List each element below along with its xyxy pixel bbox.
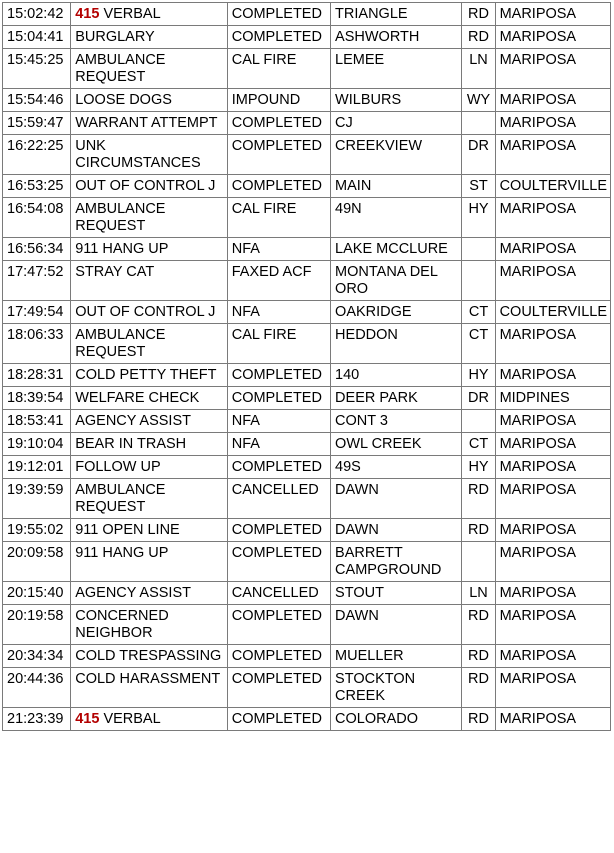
cell-street-suffix: CT: [462, 324, 495, 364]
cell-time: 20:34:34: [3, 645, 71, 668]
cell-street: CJ: [331, 112, 462, 135]
cell-street-suffix: RD: [462, 708, 495, 731]
cell-call-type: [71, 324, 228, 364]
cell-disposition: FAXED ACF: [227, 261, 330, 301]
table-row: [3, 3, 611, 26]
table-row: [3, 410, 611, 433]
cell-time: 20:15:40: [3, 582, 71, 605]
cell-call-type: [71, 238, 228, 261]
cell-city: MARIPOSA: [495, 456, 610, 479]
cell-city: MARIPOSA: [495, 49, 610, 89]
cell-disposition: NFA: [227, 238, 330, 261]
cell-street-suffix: [462, 410, 495, 433]
cell-street-suffix: WY: [462, 89, 495, 112]
cell-city: MARIPOSA: [495, 112, 610, 135]
cell-city: MARIPOSA: [495, 605, 610, 645]
cell-call-type: [71, 261, 228, 301]
cell-call-type: [71, 387, 228, 410]
table-row: [3, 519, 611, 542]
cell-call-type: [71, 175, 228, 198]
cell-disposition: COMPLETED: [227, 605, 330, 645]
cell-time: 20:09:58: [3, 542, 71, 582]
cell-time: 19:39:59: [3, 479, 71, 519]
cell-street: 49S: [331, 456, 462, 479]
cell-call-type: [71, 708, 228, 731]
cell-time: 15:45:25: [3, 49, 71, 89]
cell-street-suffix: RD: [462, 645, 495, 668]
cell-city: MARIPOSA: [495, 645, 610, 668]
cell-disposition: CAL FIRE: [227, 49, 330, 89]
table-row: [3, 324, 611, 364]
cell-city: MARIPOSA: [495, 479, 610, 519]
call-type-text: COLD HARASSMENT: [75, 671, 221, 687]
cell-street: HEDDON: [331, 324, 462, 364]
cell-call-type: [71, 605, 228, 645]
cell-street-suffix: DR: [462, 387, 495, 410]
table-row: [3, 26, 611, 49]
cell-disposition: COMPLETED: [227, 3, 330, 26]
cell-city: COULTERVILLE: [495, 175, 610, 198]
call-type-text: AMBULANCE REQUEST: [75, 201, 166, 234]
cell-time: 16:54:08: [3, 198, 71, 238]
call-type-text: 911 OPEN LINE: [75, 522, 180, 538]
cell-street-suffix: HY: [462, 198, 495, 238]
cell-disposition: COMPLETED: [227, 645, 330, 668]
table-row: [3, 456, 611, 479]
table-row: [3, 301, 611, 324]
call-log-table: [2, 2, 611, 731]
cell-street: 49N: [331, 198, 462, 238]
cell-time: 19:12:01: [3, 456, 71, 479]
cell-call-type: [71, 582, 228, 605]
cell-time: 19:55:02: [3, 519, 71, 542]
cell-disposition: COMPLETED: [227, 364, 330, 387]
cell-street-suffix: LN: [462, 49, 495, 89]
cell-disposition: IMPOUND: [227, 89, 330, 112]
cell-street-suffix: LN: [462, 582, 495, 605]
cell-disposition: COMPLETED: [227, 387, 330, 410]
cell-time: 18:39:54: [3, 387, 71, 410]
cell-disposition: CANCELLED: [227, 479, 330, 519]
table-row: [3, 542, 611, 582]
call-type-text: WARRANT ATTEMPT: [75, 115, 218, 131]
cell-disposition: NFA: [227, 410, 330, 433]
cell-street-suffix: [462, 238, 495, 261]
cell-city: MIDPINES: [495, 387, 610, 410]
cell-call-type: [71, 456, 228, 479]
table-row: [3, 668, 611, 708]
cell-time: 15:54:46: [3, 89, 71, 112]
cell-city: MARIPOSA: [495, 198, 610, 238]
cell-call-type: [71, 364, 228, 387]
table-row: [3, 605, 611, 645]
table-row: [3, 198, 611, 238]
call-code-highlight: 415: [75, 6, 100, 22]
cell-disposition: COMPLETED: [227, 456, 330, 479]
cell-disposition: COMPLETED: [227, 668, 330, 708]
cell-street-suffix: CT: [462, 433, 495, 456]
cell-time: 18:28:31: [3, 364, 71, 387]
cell-street: MAIN: [331, 175, 462, 198]
cell-call-type: [71, 542, 228, 582]
cell-time: 17:49:54: [3, 301, 71, 324]
cell-street-suffix: RD: [462, 26, 495, 49]
cell-time: 21:23:39: [3, 708, 71, 731]
cell-street: CONT 3: [331, 410, 462, 433]
call-type-text: OUT OF CONTROL J: [75, 304, 216, 320]
cell-street: ASHWORTH: [331, 26, 462, 49]
table-row: [3, 645, 611, 668]
cell-time: 19:10:04: [3, 433, 71, 456]
cell-city: MARIPOSA: [495, 542, 610, 582]
cell-disposition: COMPLETED: [227, 135, 330, 175]
table-row: [3, 433, 611, 456]
call-type-text: 911 HANG UP: [75, 241, 169, 257]
cell-time: 16:56:34: [3, 238, 71, 261]
call-type-text: WELFARE CHECK: [75, 390, 200, 406]
table-row: [3, 49, 611, 89]
call-type-text: LOOSE DOGS: [75, 92, 172, 108]
cell-city: MARIPOSA: [495, 708, 610, 731]
cell-street-suffix: HY: [462, 364, 495, 387]
cell-street: BARRETT CAMPGROUND: [331, 542, 462, 582]
call-type-text: VERBAL: [99, 711, 161, 727]
cell-time: 15:02:42: [3, 3, 71, 26]
call-type-text: COLD TRESPASSING: [75, 648, 222, 664]
call-type-text: AMBULANCE REQUEST: [75, 327, 166, 360]
table-row: [3, 479, 611, 519]
cell-street-suffix: RD: [462, 479, 495, 519]
cell-time: 16:22:25: [3, 135, 71, 175]
table-row: [3, 112, 611, 135]
call-type-text: BEAR IN TRASH: [75, 436, 187, 452]
call-type-text: AGENCY ASSIST: [75, 585, 191, 601]
cell-street-suffix: ST: [462, 175, 495, 198]
call-type-text: OUT OF CONTROL J: [75, 178, 216, 194]
cell-time: 15:04:41: [3, 26, 71, 49]
cell-city: MARIPOSA: [495, 238, 610, 261]
cell-city: MARIPOSA: [495, 26, 610, 49]
cell-city: MARIPOSA: [495, 324, 610, 364]
cell-call-type: [71, 89, 228, 112]
cell-city: COULTERVILLE: [495, 301, 610, 324]
call-type-text: VERBAL: [99, 6, 161, 22]
table-row: [3, 238, 611, 261]
cell-city: MARIPOSA: [495, 582, 610, 605]
table-row: [3, 89, 611, 112]
cell-disposition: NFA: [227, 433, 330, 456]
cell-street-suffix: HY: [462, 456, 495, 479]
cell-street: COLORADO: [331, 708, 462, 731]
cell-city: MARIPOSA: [495, 519, 610, 542]
cell-street-suffix: RD: [462, 3, 495, 26]
call-type-text: AMBULANCE REQUEST: [75, 482, 166, 515]
cell-call-type: [71, 645, 228, 668]
cell-street: DAWN: [331, 479, 462, 519]
cell-disposition: CANCELLED: [227, 582, 330, 605]
cell-city: MARIPOSA: [495, 89, 610, 112]
cell-disposition: COMPLETED: [227, 542, 330, 582]
call-type-text: STRAY CAT: [75, 264, 155, 280]
cell-call-type: [71, 49, 228, 89]
cell-street: DEER PARK: [331, 387, 462, 410]
cell-time: 18:06:33: [3, 324, 71, 364]
cell-call-type: [71, 3, 228, 26]
cell-time: 17:47:52: [3, 261, 71, 301]
cell-street: 140: [331, 364, 462, 387]
cell-street: LEMEE: [331, 49, 462, 89]
cell-disposition: COMPLETED: [227, 175, 330, 198]
cell-city: MARIPOSA: [495, 668, 610, 708]
table-row: [3, 582, 611, 605]
cell-time: 20:19:58: [3, 605, 71, 645]
table-row: [3, 261, 611, 301]
cell-disposition: NFA: [227, 301, 330, 324]
cell-call-type: [71, 433, 228, 456]
table-row: [3, 708, 611, 731]
call-type-text: 911 HANG UP: [75, 545, 169, 561]
cell-disposition: COMPLETED: [227, 112, 330, 135]
cell-call-type: [71, 479, 228, 519]
cell-call-type: [71, 198, 228, 238]
cell-city: MARIPOSA: [495, 3, 610, 26]
cell-call-type: [71, 26, 228, 49]
cell-call-type: [71, 301, 228, 324]
table-row: [3, 364, 611, 387]
cell-call-type: [71, 668, 228, 708]
call-code-highlight: 415: [75, 711, 100, 727]
table-row: [3, 175, 611, 198]
cell-street: TRIANGLE: [331, 3, 462, 26]
cell-city: MARIPOSA: [495, 433, 610, 456]
cell-time: 18:53:41: [3, 410, 71, 433]
cell-call-type: [71, 112, 228, 135]
cell-city: MARIPOSA: [495, 135, 610, 175]
cell-street-suffix: RD: [462, 668, 495, 708]
cell-call-type: [71, 135, 228, 175]
call-type-text: BURGLARY: [75, 29, 155, 45]
table-row: [3, 387, 611, 410]
cell-city: MARIPOSA: [495, 261, 610, 301]
cell-disposition: CAL FIRE: [227, 324, 330, 364]
cell-street-suffix: RD: [462, 519, 495, 542]
call-log-body: [3, 3, 611, 731]
cell-street: LAKE MCCLURE: [331, 238, 462, 261]
cell-city: MARIPOSA: [495, 364, 610, 387]
cell-street-suffix: CT: [462, 301, 495, 324]
cell-street: OWL CREEK: [331, 433, 462, 456]
cell-street: STOCKTON CREEK: [331, 668, 462, 708]
call-type-text: UNK CIRCUMSTANCES: [75, 138, 201, 171]
cell-city: MARIPOSA: [495, 410, 610, 433]
call-type-text: AMBULANCE REQUEST: [75, 52, 166, 85]
cell-street: MONTANA DEL ORO: [331, 261, 462, 301]
table-row: [3, 135, 611, 175]
cell-time: 16:53:25: [3, 175, 71, 198]
cell-street: CREEKVIEW: [331, 135, 462, 175]
cell-street: DAWN: [331, 605, 462, 645]
call-type-text: COLD PETTY THEFT: [75, 367, 217, 383]
cell-street: WILBURS: [331, 89, 462, 112]
call-type-text: FOLLOW UP: [75, 459, 161, 475]
call-type-text: AGENCY ASSIST: [75, 413, 191, 429]
cell-street: MUELLER: [331, 645, 462, 668]
call-type-text: CONCERNED NEIGHBOR: [75, 608, 169, 641]
cell-street-suffix: RD: [462, 605, 495, 645]
cell-time: 15:59:47: [3, 112, 71, 135]
cell-time: 20:44:36: [3, 668, 71, 708]
cell-street-suffix: [462, 112, 495, 135]
cell-street-suffix: DR: [462, 135, 495, 175]
cell-disposition: COMPLETED: [227, 519, 330, 542]
cell-street-suffix: [462, 542, 495, 582]
cell-street-suffix: [462, 261, 495, 301]
cell-call-type: [71, 519, 228, 542]
cell-disposition: COMPLETED: [227, 26, 330, 49]
cell-call-type: [71, 410, 228, 433]
cell-street: STOUT: [331, 582, 462, 605]
cell-disposition: COMPLETED: [227, 708, 330, 731]
cell-disposition: CAL FIRE: [227, 198, 330, 238]
cell-street: OAKRIDGE: [331, 301, 462, 324]
cell-street: DAWN: [331, 519, 462, 542]
